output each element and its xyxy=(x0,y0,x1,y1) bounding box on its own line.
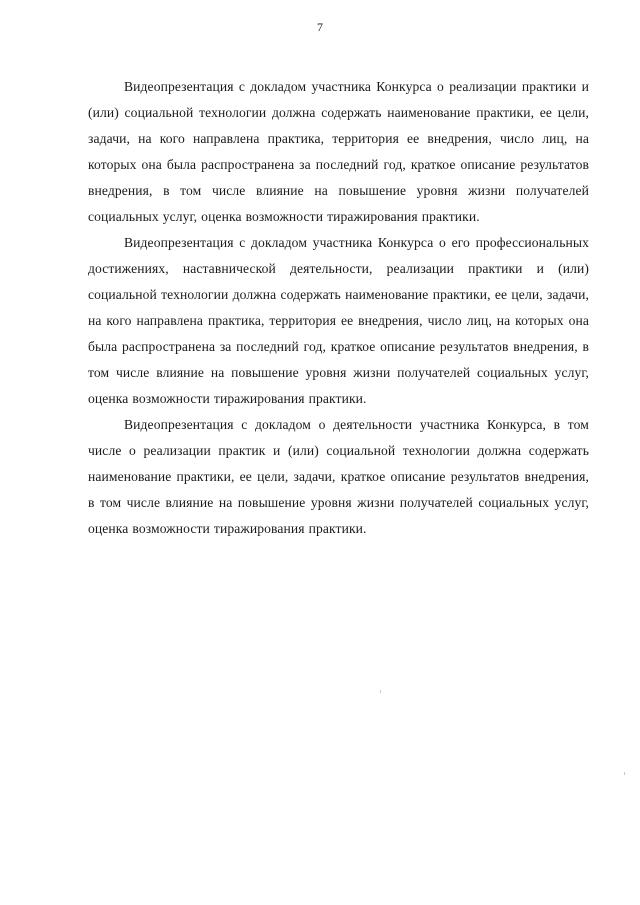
page-number: 7 xyxy=(317,20,323,34)
scan-speck xyxy=(380,690,381,693)
scan-speck xyxy=(624,772,625,775)
document-body xyxy=(88,74,589,542)
paragraph-video-presentation-activity: Видеопрезентация с докладом о деятельности участника Конкурса, в том числе о реализации практик и (или) социальной технологии должна содержать наименование практики, ее цели, задачи, краткое описание результатов внедрения, в том числе влияние на повышение уровня жизни получателей социальных услуг, оценка возможности тиражирования практики. xyxy=(88,417,589,536)
paragraph-video-presentation-professional-achievements: Видеопрезентация с докладом участника Конкурса о его профессиональных достижениях, наставнической деятельности, реализации практики и (или) социальной технологии должна содержать наименование практики, ее цели, задачи, на кого направлена практика, территория ее внедрения, число лиц, на которых она была распространена за последний год, краткое описание результатов внедрения, в том числе влияние на повышение уровня жизни получателей социальных услуг, оценка возможности тиражирования практики. xyxy=(88,235,589,406)
paragraph-video-presentation-practice: Видеопрезентация с докладом участника Конкурса о реализации практики и (или) социальной технологии должна содержать наименование практики, ее цели, задачи, на кого направлена практика, территория ее внедрения, число лиц, на которых она была распространена за последний год, краткое описание результатов внедрения, в том числе влияние на повышение уровня жизни получателей социальных услуг, оценка возможности тиражирования практики. xyxy=(88,79,589,224)
